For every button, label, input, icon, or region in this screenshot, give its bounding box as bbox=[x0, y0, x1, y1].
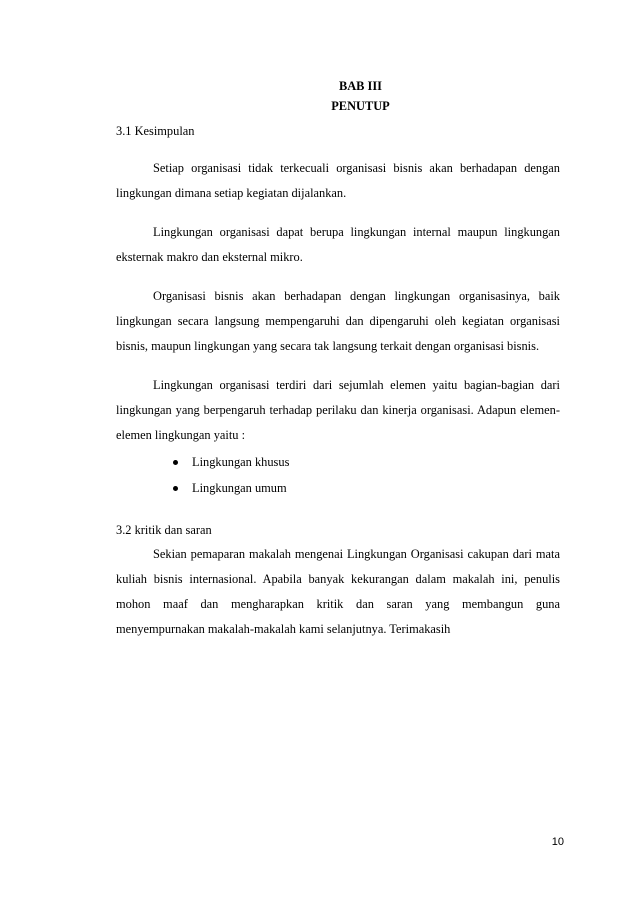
element-list bbox=[116, 449, 560, 501]
suggestion-paragraph: Sekian pemaparan makalah mengenai Lingkungan Organisasi cakupan dari mata kuliah bisnis internasional. Apabila banyak kekurangan dalam makalah ini, penulis mohon maaf dan mengharapkan kritik dan saran yang membangun guna menyempurnakan makalah-makalah kami selanjutnya. Terimakasih bbox=[116, 547, 560, 636]
list-item-label: Lingkungan umum bbox=[192, 481, 287, 495]
bullet-dot-icon bbox=[173, 460, 178, 465]
page-number: 10 bbox=[551, 836, 564, 848]
conclusion-paragraph-1: Setiap organisasi tidak terkecuali organisasi bisnis akan berhadapan dengan lingkungan dimana setiap kegiatan dijalankan. bbox=[116, 161, 560, 200]
conclusion-paragraph-4: Lingkungan organisasi terdiri dari sejumlah elemen yaitu bagian-bagian dari lingkungan yang berpengaruh terhadap perilaku dan kinerja organisasi. Adapun elemen-elemen lingkungan yaitu : bbox=[116, 378, 560, 442]
conclusion-paragraph-2: Lingkungan organisasi dapat berupa lingkungan internal maupun lingkungan eksternak makro dan eksternal mikro. bbox=[116, 225, 560, 264]
chapter-title: PENUTUP bbox=[331, 99, 390, 113]
page-content bbox=[116, 76, 560, 642]
list-item bbox=[116, 449, 560, 475]
section-1-title: 3.1 Kesimpulan bbox=[116, 124, 195, 138]
section-2-title: 3.2 kritik dan saran bbox=[116, 523, 212, 537]
list-item-label: Lingkungan khusus bbox=[192, 455, 290, 469]
conclusion-paragraph-3: Organisasi bisnis akan berhadapan dengan lingkungan organisasinya, baik lingkungan secara langsung mempengaruhi dan dipengaruhi oleh kegiatan organisasi bisnis, maupun lingkungan yang secara tak langsung terkait dengan organisasi bisnis. bbox=[116, 289, 560, 353]
bullet-dot-icon bbox=[173, 486, 178, 491]
list-item bbox=[116, 475, 560, 501]
chapter-label: BAB III bbox=[338, 79, 383, 93]
